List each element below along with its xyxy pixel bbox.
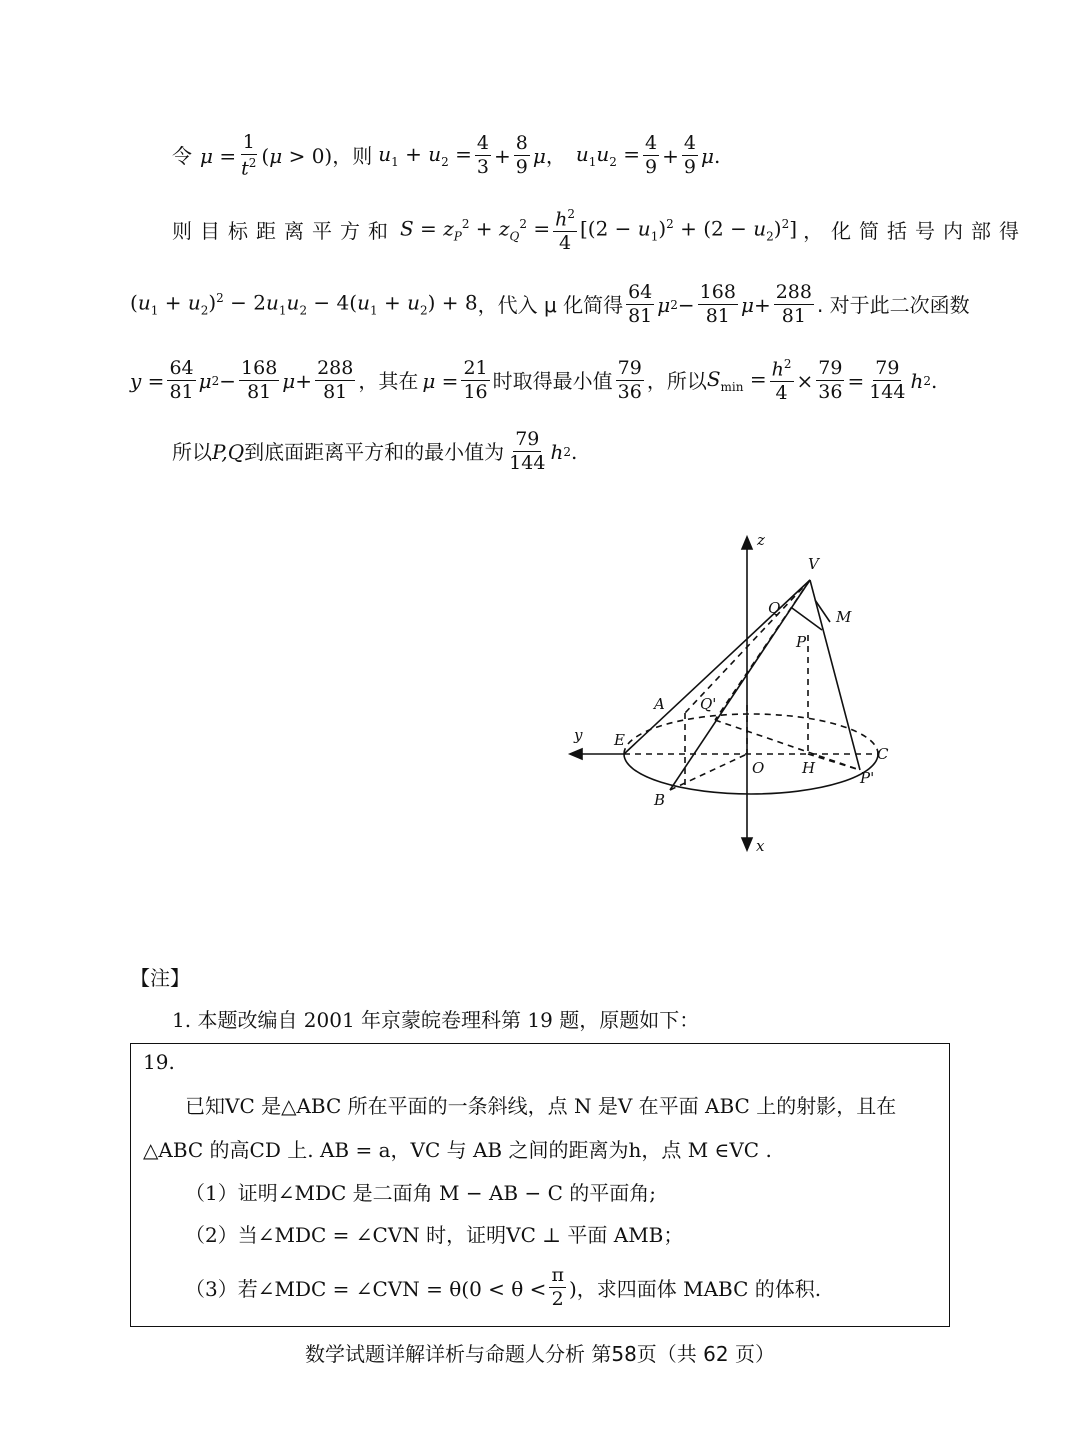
text: ， xyxy=(545,143,566,168)
label-x: x xyxy=(756,837,765,855)
solution-line-4: y = $\frac{64}{81}$ μ 2 − $\frac{168}{81}$ μ + $\frac{288}{81}$ ，其在 μ = $\frac{21}{16}$ 时取得最小值 $\frac{79}{36}$ ，所以 $S_{min}$ = $\frac{h^2}{4}$ × $\frac{79}{36}$ = $\frac{79}{144}$ h 2 . xyxy=(130,357,938,405)
text: 时取得最小值 xyxy=(492,368,613,393)
label-z: z xyxy=(757,531,765,549)
text: . 对于此二次函数 xyxy=(816,292,970,317)
cone-diagram xyxy=(560,525,920,855)
text: ，化简括号内部得 xyxy=(803,218,1028,243)
text: ，其在 xyxy=(358,368,419,393)
text: ，则 xyxy=(332,143,373,168)
label-p-prime: P' xyxy=(860,769,875,787)
problem-stem-1: 已知VC 是△ABC 所在平面的一条斜线，点 N 是V 在平面 ABC 上的射影，且在 xyxy=(185,1094,897,1118)
note-item-1: 1. 本题改编自 2001 年京蒙皖卷理科第 19 题，原题如下： xyxy=(172,1008,700,1032)
label-e: E xyxy=(614,731,625,749)
label-y: y xyxy=(574,726,583,744)
solution-line-5: 所以 P,Q 到底面距离平方和的最小值为 $\frac{79}{144}$ h 2 . xyxy=(172,428,578,474)
problem-number: 19. xyxy=(143,1050,175,1074)
label-q: Q xyxy=(768,599,781,617)
problem-q3: （3）若∠MDC = ∠CVN = θ(0 < θ < $\frac{\pi}{2}$ )，求四面体 MABC 的体积. xyxy=(185,1264,822,1310)
problem-q1: （1）证明∠MDC 是二面角 M − AB − C 的平面角; xyxy=(185,1181,656,1205)
text: （3）若∠MDC = ∠CVN = θ(0 < θ < xyxy=(185,1277,547,1301)
text: 所以 xyxy=(172,439,212,464)
label-v: V xyxy=(808,555,819,573)
base-back xyxy=(624,714,878,754)
fraction: $\frac{1}{t^2}$ xyxy=(241,131,257,180)
text: )，求四面体 MABC 的体积. xyxy=(568,1277,822,1301)
text: P,Q xyxy=(212,439,245,464)
label-o: O xyxy=(752,759,765,777)
label-h: H xyxy=(802,759,816,777)
label-m: M xyxy=(836,608,852,626)
label-p: P xyxy=(796,633,807,651)
text: 到底面距离平方和的最小值为 xyxy=(244,439,505,464)
label-b: B xyxy=(654,791,666,809)
problem-stem-2: △ABC 的高CD 上. AB = a，VC 与 AB 之间的距离为h，点 M ∈VC . xyxy=(143,1138,772,1162)
solution-line-1: 令 μ = $\frac{1}{t^2}$ (μ > 0) ，则 $u_1 + u_2$ = $\frac{4}{3}$ + $\frac{8}{9}$ μ ， $u_1u_2$ = $\frac{4}{9}$ + $\frac{4}{9}$ μ . xyxy=(172,131,721,180)
problem-q2: （2）当∠MDC = ∠CVN 时，证明VC ⊥ 平面 AMB； xyxy=(185,1223,684,1247)
label-a: A xyxy=(654,695,665,713)
text: ，代入 μ 化简得 xyxy=(477,292,624,317)
note-heading: 【注】 xyxy=(130,966,190,990)
label-q-prime: Q' xyxy=(700,695,717,713)
page-footer: 数学试题详解详析与命题人分析 第58页（共 62 页） xyxy=(305,1342,775,1366)
solution-line-2: 则目标距离平方和 $S = z_P^2 + z_Q^2$ = $\frac{h^2}{4}$ $[(2 - u_1)^2 + (2 - u_2)^2]$ ，化简括号内部得 xyxy=(172,207,1028,255)
text: 则目标距离平方和 xyxy=(172,218,396,243)
text: ，所以 xyxy=(646,368,707,393)
text: 令 xyxy=(172,143,192,168)
base-front xyxy=(624,754,878,794)
label-c: C xyxy=(877,745,889,763)
solution-line-3: $(u_1 + u_2)^2 - 2u_1u_2 - 4(u_1 + u_2) + 8$ ，代入 μ 化简得 $\frac{64}{81}$ μ 2 − $\frac{168}{81}$ μ + $\frac{288}{81}$ . 对于此二次函数 xyxy=(130,281,970,327)
